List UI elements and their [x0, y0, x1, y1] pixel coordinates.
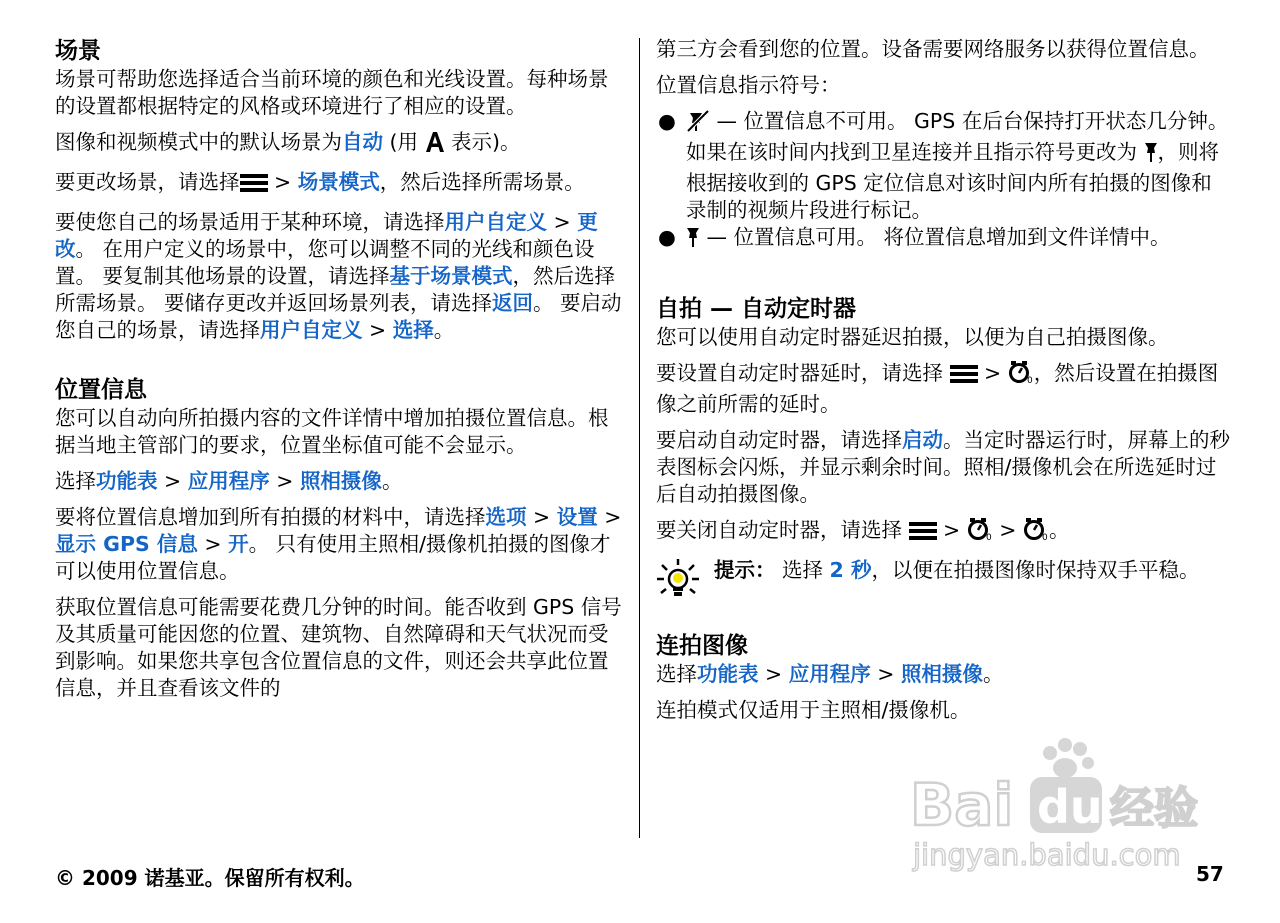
svg-text:du: du	[1037, 780, 1103, 834]
bullet-dot: ●	[658, 225, 676, 249]
svg-text:0: 0	[985, 533, 992, 541]
footer-copyright: © 2009 诺基亚。保留所有权利。	[55, 866, 365, 890]
svg-text:0: 0	[1026, 376, 1033, 384]
tip-text: 提示： 选择 2 秒，以便在拍摄图像时保持双手平稳。	[714, 558, 1200, 582]
camera-link[interactable]: 照相摄像	[299, 469, 382, 493]
menu-link[interactable]: 功能表	[697, 662, 759, 686]
location-time-continued: 第三方会看到您的位置。设备需要网络服务以获得位置信息。	[656, 37, 1210, 61]
apps-link[interactable]: 应用程序	[788, 662, 871, 686]
indicators-label: 位置信息指示符号：	[656, 73, 841, 97]
burst-note: 连拍模式仅适用于主照相/摄像机。	[656, 698, 971, 722]
gps-available-icon	[686, 226, 700, 255]
tip-lightbulb-icon	[656, 557, 700, 605]
menu-icon	[909, 521, 937, 548]
bullet-dot: ●	[658, 109, 676, 133]
svg-text:jingyan.baidu.com: jingyan.baidu.com	[913, 838, 1181, 872]
location-path-paragraph: 选择功能表 > 应用程序 > 照相摄像。	[55, 469, 403, 493]
baidu-logo	[905, 735, 1205, 875]
right-column	[656, 36, 1231, 733]
burst-path-paragraph: 选择功能表 > 应用程序 > 照相摄像。	[656, 662, 1004, 686]
on-link[interactable]: 开	[228, 532, 249, 556]
scene-mode-link[interactable]: 场景模式	[297, 170, 380, 194]
apps-link[interactable]: 应用程序	[187, 469, 270, 493]
svg-text:经验: 经验	[1110, 783, 1198, 834]
baidu-watermark	[905, 735, 1205, 875]
location-enable-paragraph: 要将位置信息增加到所有拍摄的材料中，请选择选项 > 设置 > 显示 GPS 信息 > 开。 只有使用主照相/摄像机拍摄的图像才可以使用位置信息。	[55, 505, 622, 583]
self-timer-icon	[1008, 360, 1034, 391]
back-link[interactable]: 返回	[492, 291, 534, 315]
scene-default-paragraph: 图像和视频模式中的默认场景为自动 (用 表示)。	[55, 129, 625, 160]
selftimer-set-paragraph: 要设置自动定时器延时，请选择 > 0 ，然后设置在拍摄图像之前所需的延时。	[656, 361, 1219, 416]
scene-intro: 场景可帮助您选择适合当前环境的颜色和光线设置。每种场景的设置都根据特定的风格或环境进行了相应的设置。	[55, 67, 609, 118]
column-divider	[639, 38, 640, 838]
show-gps-link[interactable]: 显示 GPS 信息	[55, 532, 198, 556]
user-defined-link-2[interactable]: 用户自定义	[260, 318, 363, 342]
selftimer-off-paragraph: 要关闭自动定时器，请选择 > 0 > 0 。	[656, 517, 1231, 548]
scene-change-paragraph: 要更改场景，请选择 > 场景模式，然后选择所需场景。	[55, 169, 625, 200]
page-number: 57	[1196, 862, 1224, 886]
indicator-list	[656, 108, 1231, 255]
tip-box	[656, 557, 1231, 605]
scene-custom-paragraph: 要使您自己的场景适用于某种环境，请选择用户自定义 > 更改。 在用户定义的场景中，您可以调整不同的光线和颜色设置。 要复制其他场景的设置，请选择基于场景模式，然后选择所需场景。 要储存更改并返回场景列表，请选择返回。 要启动您自己的场景，请选择用户自定义 > 选择。	[55, 210, 622, 342]
self-timer-off-icon	[1023, 517, 1049, 548]
select-link[interactable]: 选择	[392, 318, 434, 342]
self-timer-icon	[967, 517, 993, 548]
auto-scene-icon	[425, 131, 445, 160]
location-heading: 位置信息	[55, 377, 147, 403]
burst-heading: 连拍图像	[656, 633, 748, 659]
gps-available-icon	[1144, 141, 1158, 170]
options-link[interactable]: 选项	[485, 505, 527, 529]
menu-link[interactable]: 功能表	[96, 469, 158, 493]
start-link[interactable]: 启动	[902, 428, 943, 452]
selftimer-heading: 自拍 — 自动定时器	[656, 296, 857, 322]
user-defined-link[interactable]: 用户自定义	[444, 210, 547, 234]
menu-icon	[950, 364, 978, 391]
scene-heading: 场景	[55, 38, 101, 64]
gps-unavailable-icon	[686, 110, 710, 139]
selftimer-start-paragraph: 要启动自动定时器，请选择启动。当定时器运行时，屏幕上的秒表图标会闪烁，并显示剩余时间。照相/摄像机会在所选延时过后自动拍摄图像。	[656, 428, 1230, 506]
selftimer-intro: 您可以使用自动定时器延迟拍摄，以便为自己拍摄图像。	[656, 325, 1169, 349]
svg-text:Bai: Bai	[910, 771, 1014, 839]
location-intro: 您可以自动向所拍摄内容的文件详情中增加拍摄位置信息。根据当地主管部门的要求，位置坐标值可能不会显示。	[55, 406, 609, 457]
settings-link[interactable]: 设置	[556, 505, 598, 529]
indicator-unavailable-item: ● — 位置信息不可用。 GPS 在后台保持打开状态几分钟。 如果在该时间内找到卫星连接并且指示符号更改为 ，则将根据接收到的 GPS 定位信息对该时间内所有拍摄的图像和录制的视频片段进行标记。	[658, 109, 1229, 222]
based-on-scene-mode-link[interactable]: 基于场景模式	[389, 264, 513, 288]
camera-link[interactable]: 照相摄像	[900, 662, 983, 686]
left-column	[55, 36, 625, 711]
change-link[interactable]: 更改	[55, 210, 598, 261]
svg-text:0: 0	[1041, 533, 1048, 541]
location-time-paragraph: 获取位置信息可能需要花费几分钟的时间。能否收到 GPS 信号及其质量可能因您的位置、建筑物、自然障碍和天气状况而受到影响。如果您共享包含位置信息的文件，则还会共享此位置信息，并且查看该文件的	[55, 595, 622, 700]
auto-link[interactable]: 自动	[342, 130, 383, 154]
menu-icon	[240, 173, 268, 200]
two-seconds-link[interactable]: 2 秒	[829, 558, 872, 582]
indicator-available-item: ● — 位置信息可用。 将位置信息增加到文件详情中。	[656, 224, 1231, 255]
